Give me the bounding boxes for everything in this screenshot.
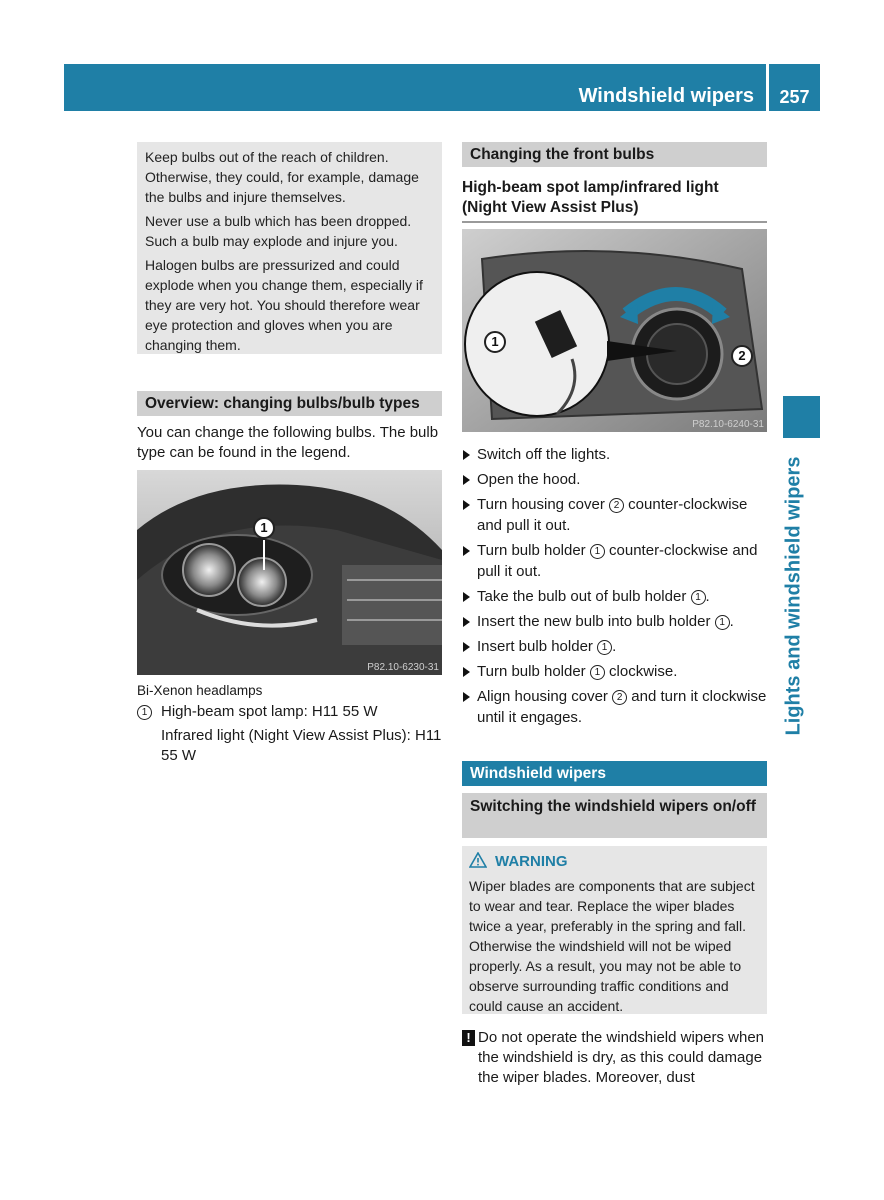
- notice-text: Do not operate the windshield wipers when the windshield is dry, as this could damage the wiper blades. Moreover, dust: [478, 1029, 765, 1086]
- car-front-illustration: [137, 470, 442, 675]
- notice-paragraph: [462, 1028, 767, 1088]
- bi-xenon-headlamp-photo: [137, 470, 442, 675]
- safety-note-box: [137, 142, 442, 354]
- step-arrow-icon: [463, 667, 470, 677]
- step-arrow-icon: [463, 642, 470, 652]
- image-reference-code: P82.10-6240-31: [692, 419, 764, 430]
- legend-number: 1: [137, 705, 152, 720]
- note-paragraph: Halogen bulbs are pressurized and could explode when you change them, especially if they are very hot. You should therefore wear eye protection and gloves when you are changing them.: [145, 257, 423, 353]
- note-paragraph: Never use a bulb which has been dropped. Such a bulb may explode and injure you.: [145, 213, 412, 249]
- note-paragraph: Keep bulbs out of the reach of children. Otherwise, they could, for example, damage the bulbs and injure themselves.: [145, 149, 419, 205]
- front-bulbs-subheading: High-beam spot lamp/infrared light (Night View Assist Plus): [462, 178, 767, 223]
- ref-number: 1: [691, 590, 706, 605]
- callout-2: 2: [731, 345, 753, 367]
- step-arrow-icon: [463, 546, 470, 556]
- step-arrow-icon: [463, 692, 470, 702]
- chapter-tab-marker: [783, 396, 820, 438]
- ref-number: 2: [609, 498, 624, 513]
- ref-number: 1: [715, 615, 730, 630]
- image-reference-code: P82.10-6230-31: [367, 662, 439, 673]
- legend-line: Infrared light (Night View Assist Plus): H11 55 W: [161, 727, 442, 764]
- warning-text: Wiper blades are components that are subject to wear and tear. Replace the wiper blades twice a year, preferably in the spring and fall. Otherwise the windshield will not be wiped properly. As a result, you may not be able to observe surrounding traffic conditions and could cause an accident.: [469, 878, 755, 1014]
- front-bulbs-heading: Changing the front bulbs: [462, 142, 767, 167]
- header-bar: [64, 64, 766, 111]
- figure-caption: Bi-Xenon headlamps: [137, 683, 263, 698]
- instruction-step: Turn bulb holder 1 counter-clockwise and pull it out.: [462, 540, 767, 582]
- step-arrow-icon: [463, 592, 470, 602]
- instruction-step: Align housing cover 2 and turn it clockwise until it engages.: [462, 686, 767, 728]
- warning-label: WARNING: [495, 853, 568, 870]
- step-arrow-icon: [463, 475, 470, 485]
- wipers-heading: Windshield wipers: [462, 761, 767, 786]
- ref-number: 1: [590, 665, 605, 680]
- instruction-step: Switch off the lights.: [462, 444, 767, 465]
- notice-icon: !: [462, 1030, 475, 1046]
- instruction-step: Turn bulb holder 1 clockwise.: [462, 661, 767, 682]
- step-arrow-icon: [463, 500, 470, 510]
- warning-box: [462, 846, 767, 1014]
- headlamp-housing-photo: [462, 229, 767, 432]
- callout-1: 1: [484, 331, 506, 353]
- ref-number: 1: [597, 640, 612, 655]
- ref-number: 1: [590, 544, 605, 559]
- instruction-step: Insert the new bulb into bulb holder 1 .: [462, 611, 767, 632]
- chapter-tab-text: Lights and windshield wipers: [782, 456, 805, 736]
- page-number: 257: [769, 64, 820, 111]
- chapter-tab-label: [776, 446, 812, 746]
- warning-triangle-icon: [469, 852, 487, 868]
- instruction-steps: [462, 444, 767, 732]
- headlamp-housing-illustration: [462, 229, 767, 432]
- wipers-subheading: Switching the windshield wipers on/off: [462, 793, 767, 838]
- page-title: Windshield wipers: [578, 85, 754, 107]
- instruction-step: Turn housing cover 2 counter-clockwise and pull it out.: [462, 494, 767, 536]
- step-arrow-icon: [463, 617, 470, 627]
- ref-number: 2: [612, 690, 627, 705]
- callout-1: 1: [253, 517, 275, 539]
- legend-line: High-beam spot lamp: H11 55 W: [161, 703, 378, 720]
- instruction-step: Insert bulb holder 1 .: [462, 636, 767, 657]
- instruction-step: Open the hood.: [462, 469, 767, 490]
- warning-header: [469, 852, 760, 872]
- step-arrow-icon: [463, 450, 470, 460]
- overview-heading: Overview: changing bulbs/bulb types: [137, 391, 442, 416]
- instruction-step: Take the bulb out of bulb holder 1 .: [462, 586, 767, 607]
- legend-item: [137, 702, 442, 766]
- overview-intro: You can change the following bulbs. The bulb type can be found in the legend.: [137, 424, 439, 461]
